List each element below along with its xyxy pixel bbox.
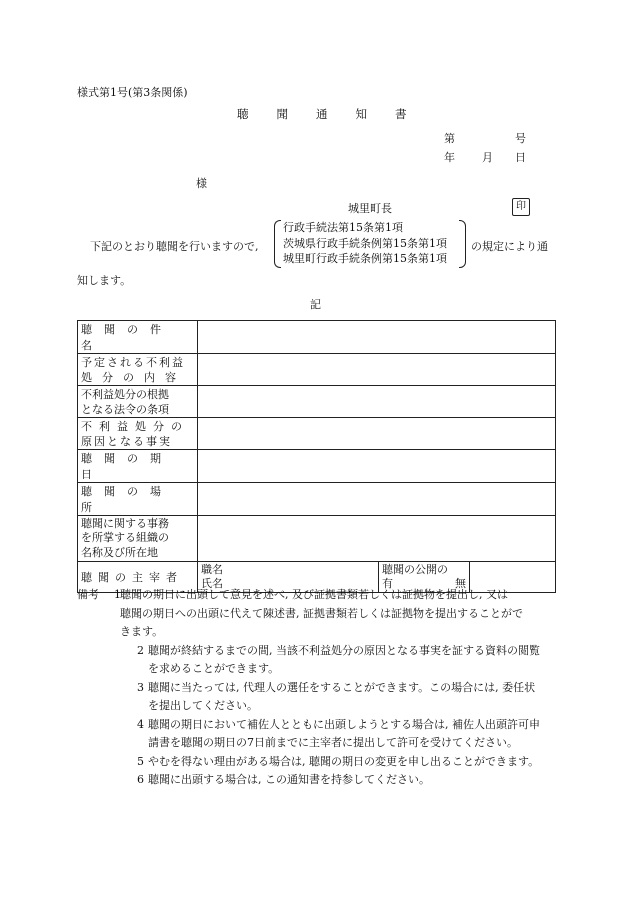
label-text: 聴聞の件名 bbox=[81, 323, 173, 352]
note-line: 聴聞の期日において補佐人とともに出頭しようとする場合は, 補佐人出頭許可申 bbox=[148, 717, 540, 731]
label-line bbox=[81, 321, 194, 353]
row-value[interactable] bbox=[198, 450, 556, 483]
label-text: 原因となる事実 bbox=[81, 434, 172, 448]
note-item bbox=[77, 586, 557, 642]
label-text: 聴聞の場所 bbox=[81, 485, 173, 514]
note-line: 聴聞に出頭する場合は, この通知書を持参してください。 bbox=[148, 773, 430, 786]
label-text: 聴聞の主宰者 bbox=[81, 571, 183, 584]
note-item bbox=[77, 642, 557, 679]
note-number: 1 bbox=[114, 588, 121, 601]
title-char: 聴 bbox=[237, 107, 249, 121]
law-list bbox=[283, 220, 447, 267]
law-item: 茨城県行政手続条例第15条第1項 bbox=[283, 236, 447, 250]
label-text: 予定される不利益 bbox=[81, 355, 185, 369]
table-row bbox=[78, 386, 556, 418]
addressee-suffix: 様 bbox=[196, 177, 207, 190]
row-label bbox=[78, 418, 198, 450]
law-bracket bbox=[274, 220, 466, 268]
row-value[interactable] bbox=[198, 516, 556, 562]
row-label bbox=[78, 450, 198, 483]
number-go: 号 bbox=[515, 132, 526, 145]
notes-section bbox=[77, 586, 557, 790]
note-item bbox=[77, 753, 557, 772]
seal-mark: 印 bbox=[512, 198, 530, 216]
label-text: 聴聞に関する事務 bbox=[81, 516, 169, 530]
public-no: 無 bbox=[455, 577, 466, 590]
table-row bbox=[78, 483, 556, 516]
law-item: 行政手続法第15条第1項 bbox=[283, 221, 403, 234]
note-line: きます。 bbox=[120, 625, 164, 638]
row-label bbox=[78, 386, 198, 418]
law-item: 城里町行政手続条例第15条第1項 bbox=[283, 252, 447, 265]
label-text: となる法令の条項 bbox=[81, 402, 169, 416]
label-text: 不利益処分の bbox=[81, 419, 189, 433]
public-label: 聴聞の公開の bbox=[382, 563, 448, 576]
row-label bbox=[78, 516, 198, 562]
intro-before: 下記のとおり聴聞を行いますので, bbox=[90, 240, 259, 253]
intro-after: の規定により通 bbox=[471, 240, 548, 253]
title-char: 書 bbox=[395, 107, 407, 121]
note-line: 請書を聴聞の期日の7日前までに主宰者に提出して許可を受けてください。 bbox=[148, 736, 518, 749]
date-year: 年 bbox=[444, 151, 455, 164]
note-item bbox=[77, 679, 557, 716]
row-label bbox=[78, 321, 198, 354]
label-text: 不利益処分の根拠 bbox=[81, 387, 169, 401]
title-char: 聞 bbox=[276, 107, 288, 121]
table-row bbox=[78, 450, 556, 483]
notes-head: 備考 bbox=[77, 588, 99, 601]
number-dai: 第 bbox=[444, 132, 455, 145]
note-number: 2 bbox=[137, 643, 144, 657]
sender: 城里町長 bbox=[348, 202, 392, 215]
form-id: 様式第1号(第3条関係) bbox=[77, 86, 188, 99]
note-line: 聴聞の期日への出頭に代えて陳述書, 証拠書類若しくは証拠物を提出することがで bbox=[120, 606, 523, 620]
row-label bbox=[78, 483, 198, 516]
title-char: 通 bbox=[316, 107, 328, 121]
note-line: を提出してください。 bbox=[148, 699, 258, 712]
row-label bbox=[78, 354, 198, 386]
date-day: 日 bbox=[515, 151, 526, 164]
title-char: 知 bbox=[355, 107, 367, 121]
table-row bbox=[78, 321, 556, 354]
row-value[interactable] bbox=[198, 418, 556, 450]
note-line: 聴聞が終結するまでの間, 当該不利益処分の原因となる事実を証する資料の閲覧 bbox=[148, 643, 540, 657]
row-value[interactable] bbox=[198, 321, 556, 354]
label-text: 名称及び所在地 bbox=[81, 545, 158, 559]
note-line: 聴聞の期日に出頭して意見を述べ, 及び証拠書類若しくは証拠物を提出し, 又は bbox=[120, 588, 508, 601]
note-item bbox=[77, 716, 557, 753]
note-item bbox=[77, 771, 557, 790]
table-row bbox=[78, 354, 556, 386]
shokumei-label: 職名 bbox=[201, 563, 223, 576]
bracket-right bbox=[459, 220, 466, 268]
row-value[interactable] bbox=[198, 483, 556, 516]
note-number: 4 bbox=[137, 717, 144, 731]
notice-table bbox=[77, 320, 556, 593]
label-text: 聴聞の期日 bbox=[81, 452, 173, 481]
row-value[interactable] bbox=[198, 386, 556, 418]
label-text: 処分の内容 bbox=[81, 370, 186, 384]
note-line: を求めることができます。 bbox=[148, 662, 280, 675]
bracket-left bbox=[274, 220, 281, 268]
public-yes: 有 bbox=[382, 577, 393, 590]
table-row bbox=[78, 418, 556, 450]
date-month: 月 bbox=[482, 151, 493, 164]
note-number: 5 bbox=[137, 754, 144, 768]
label-text: を所掌する組織の bbox=[81, 531, 169, 545]
intro-cont: 知します。 bbox=[77, 274, 132, 287]
ki-label: 記 bbox=[310, 298, 321, 311]
table-row bbox=[78, 516, 556, 562]
note-number: 6 bbox=[137, 773, 144, 786]
note-number: 3 bbox=[137, 680, 144, 694]
note-line: 聴聞に当たっては, 代理人の選任をすることができます。この場合には, 委任状 bbox=[148, 680, 536, 694]
document-title bbox=[237, 106, 407, 122]
row-value[interactable] bbox=[198, 354, 556, 386]
note-line: やむを得ない理由がある場合は, 聴聞の期日の変更を申し出ることができます。 bbox=[148, 754, 540, 768]
shimei-label: 氏名 bbox=[201, 577, 223, 590]
